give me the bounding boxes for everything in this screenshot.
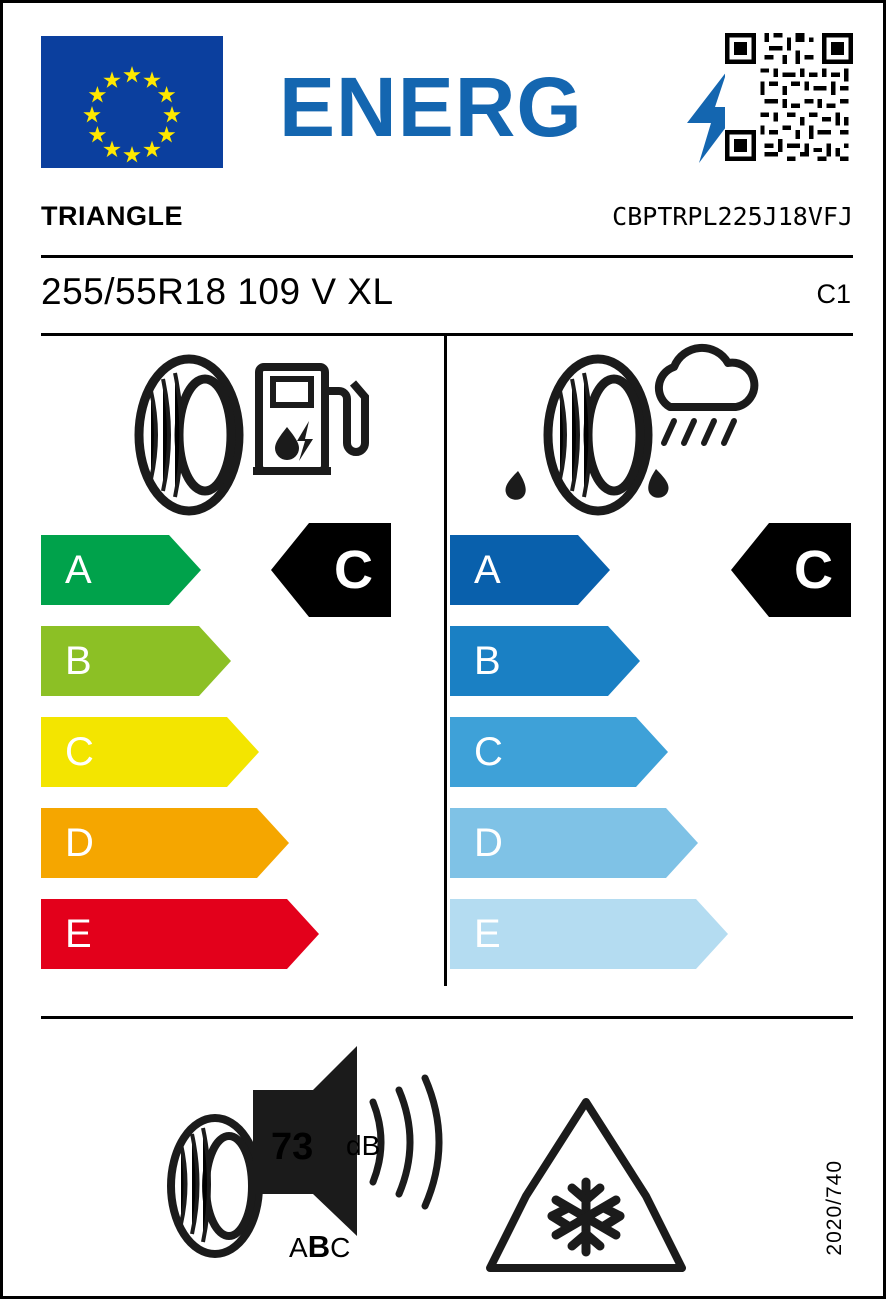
label-header xyxy=(41,33,853,173)
brand-name: TRIANGLE xyxy=(41,201,183,231)
regulation-reference: 2020/740 xyxy=(823,1160,846,1256)
wet-grade-e-label: E xyxy=(474,912,501,956)
size-row xyxy=(41,271,853,323)
noise-class-scale xyxy=(289,1229,350,1265)
wet-grip-section xyxy=(450,343,850,993)
fuel-grade-d-label: D xyxy=(65,821,94,865)
wet-grade-b-label: B xyxy=(474,639,501,683)
fuel-grade-e xyxy=(41,899,441,969)
noise-class-a: A xyxy=(289,1232,308,1263)
fuel-grade-c xyxy=(41,717,441,787)
noise-value: 73 xyxy=(271,1126,314,1168)
energy-wordmark: ENERG xyxy=(279,60,583,154)
divider-top xyxy=(41,255,853,258)
wet-grade-c xyxy=(450,717,850,787)
tyre-size: 255/55R18 109 V XL xyxy=(41,271,394,312)
wet-grade-a-label: A xyxy=(474,548,501,592)
wet-grade-e xyxy=(450,899,850,969)
wet-grade-b xyxy=(450,626,850,696)
fuel-grade-c-label: C xyxy=(65,730,94,774)
fuel-grade-d xyxy=(41,808,441,878)
wet-grade-c-label: C xyxy=(474,730,503,774)
noise-class-b: B xyxy=(307,1229,331,1264)
divider-vertical xyxy=(444,336,447,986)
three-peak-mountain-snowflake-icon xyxy=(486,1096,686,1276)
qr-code-icon xyxy=(725,33,853,161)
noise-class-c: C xyxy=(330,1232,351,1263)
bottom-section xyxy=(41,1028,853,1278)
tyre-type-code: CBPTRPL225J18VFJ xyxy=(612,202,853,231)
fuel-rating-value: C xyxy=(334,540,373,600)
divider-size xyxy=(41,333,853,336)
wet-rating-value: C xyxy=(794,540,833,600)
fuel-grade-b-label: B xyxy=(65,639,92,683)
tyre-fuel-pump-icon xyxy=(41,343,441,523)
fuel-grade-a-label: A xyxy=(65,548,92,592)
tyre-loudspeaker-icon xyxy=(161,1046,521,1276)
eu-flag-icon xyxy=(41,36,223,168)
fuel-rating-marker xyxy=(271,523,391,617)
wet-rating-marker xyxy=(731,523,851,617)
noise-unit: dB xyxy=(346,1130,381,1161)
wet-grade-d xyxy=(450,808,850,878)
brand-row xyxy=(41,201,853,247)
divider-bottom xyxy=(41,1016,853,1019)
fuel-grade-b xyxy=(41,626,441,696)
tyre-class-code: C1 xyxy=(816,279,851,309)
fuel-grade-e-label: E xyxy=(65,912,92,956)
tyre-rain-cloud-icon xyxy=(450,343,850,523)
wet-grade-d-label: D xyxy=(474,821,503,865)
fuel-efficiency-section xyxy=(41,343,441,993)
